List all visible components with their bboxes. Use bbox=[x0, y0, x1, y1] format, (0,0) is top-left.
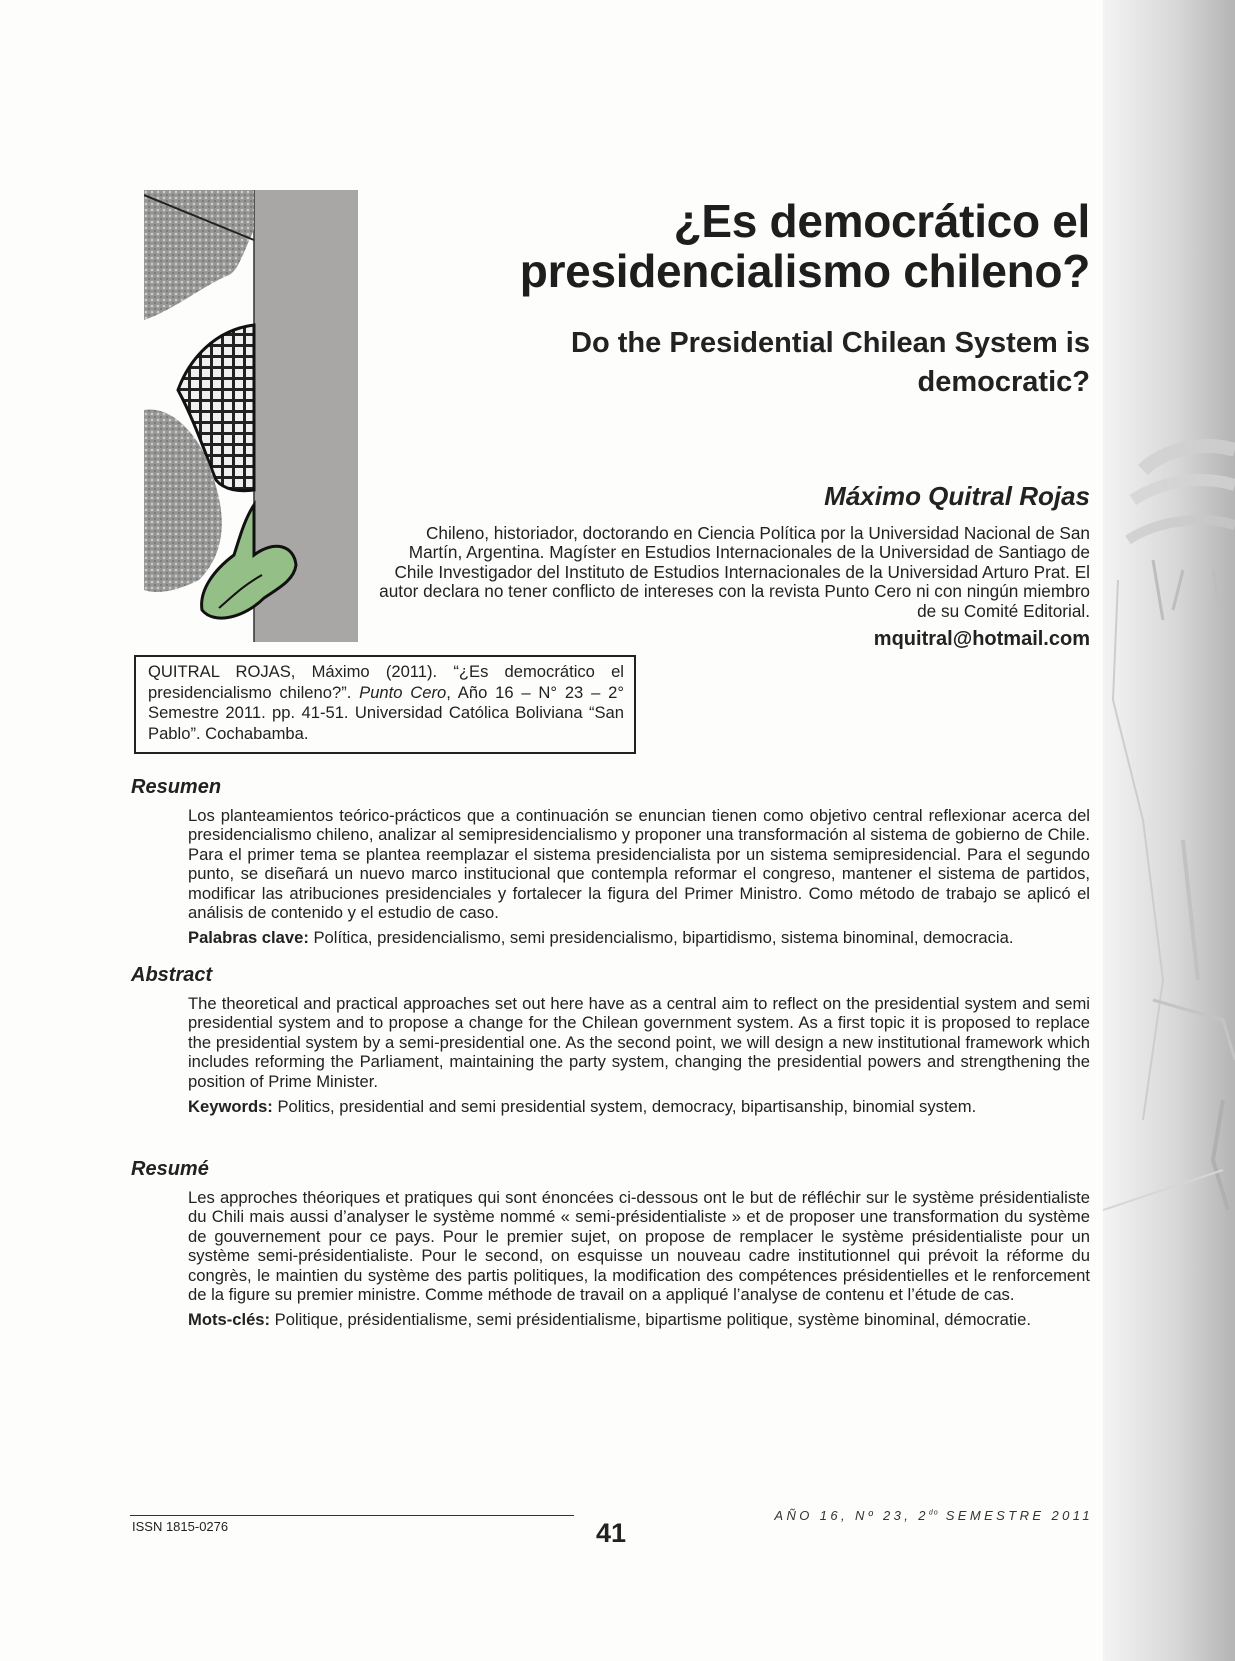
section-body-abstract bbox=[188, 994, 1090, 1116]
keywords-text: Politique, présidentialisme, semi présidentialisme, bipartisme politique, système binominal, démocratie. bbox=[270, 1310, 1031, 1330]
abstract-text: The theoretical and practical approaches set out here have as a central aim to reflect on the presidential system and semi presidential system and to propose a change for the Chilean government system. As a first topic it is proposed to replace the presidential system by a semi-presidential one. As the second point, we will design a new institutional framework which includes reforming the Parliament, maintaining the party system, changing the presidential powers and strengthening the position of Prime Minister. bbox=[188, 994, 1090, 1091]
stone-texture-top bbox=[144, 190, 254, 320]
citation-box bbox=[134, 655, 636, 754]
author-bio: Chileno, historiador, doctorando en Ciencia Política por la Universidad Nacional de San Martín, Argentina. Magíster en Estudios Internacionales de la Universidad de Santiago de Chile Investigador del Instituto de Estudios Internacionales de la Universidad Arturo Prat. El autor declara no tener conflicto de intereses con la revista Punto Cero ni con ningún miembro de su Comité Editorial. bbox=[379, 523, 1090, 621]
page-number: 41 bbox=[596, 1518, 627, 1548]
citation-text-1: QUITRAL ROJAS, Máximo (2011). “¿Es democrático el presidencialismo chileno?”. bbox=[148, 662, 624, 702]
section-heading-resume: Resumé bbox=[131, 1158, 209, 1180]
issue-post: SEMESTRE 2011 bbox=[938, 1508, 1093, 1523]
citation-text-2: , Año 16 – N° 23 – 2° Semestre 2011. pp. 41-51. Universidad Católica Boliviana “San Pablo”. Cochabamba. bbox=[148, 682, 624, 743]
sidebar-sketch-illustration bbox=[1103, 0, 1235, 1661]
section-heading-resumen: Resumen bbox=[131, 776, 222, 798]
issn: ISSN 1815-0276 bbox=[132, 1519, 229, 1534]
citation-journal: Punto Cero bbox=[359, 682, 447, 702]
title-line-1: ¿Es democrático el bbox=[673, 195, 1090, 247]
decorative-sidebar bbox=[1103, 0, 1235, 1661]
keywords-label: Palabras clave: bbox=[188, 928, 309, 948]
footer-rule bbox=[130, 1515, 574, 1516]
keywords-resume bbox=[188, 1310, 1090, 1329]
subtitle-line-1: Do the Presidential Chilean System is bbox=[571, 327, 1090, 359]
section-body-resumen bbox=[188, 806, 1090, 948]
keywords-text: Política, presidencialismo, semi presidencialismo, bipartidismo, sistema binominal, democracia. bbox=[308, 928, 1014, 948]
subtitle-line-2: democratic? bbox=[917, 366, 1090, 398]
keywords-resumen bbox=[188, 928, 1090, 947]
title-line-2: presidencialismo chileno? bbox=[519, 245, 1090, 297]
issue-pre: AÑO 16, Nº 23, 2 bbox=[774, 1508, 929, 1523]
keywords-label: Mots-clés: bbox=[188, 1310, 271, 1330]
author-name: Máximo Quitral Rojas bbox=[824, 481, 1090, 511]
keywords-text: Politics, presidential and semi presidential system, democracy, bipartisanship, binomial system. bbox=[272, 1097, 977, 1117]
resumen-text: Los planteamientos teórico-prácticos que a continuación se enuncian tienen como objetivo central reflexionar acerca del presidencialismo chileno, analizar al semipresidencialismo y proponer una transformación al sistema de gobierno de Chile. Para el primer tema se plantea reemplazar el sistema presidencialista por un sistema semipresidencial. Para el segundo punto, se diseñará un nuevo marco institucional que contempla reformar el congreso, mantener el sistema de partidos, modificar las atribuciones presidenciales y fortalecer la figura del Primer Ministro. Como método de trabajo se aplicó el análisis de contenido y el estudio de caso. bbox=[188, 806, 1090, 923]
keywords-abstract bbox=[188, 1097, 1090, 1116]
issue-sup: do bbox=[928, 1509, 939, 1517]
article-subtitle bbox=[470, 324, 1090, 402]
section-heading-abstract: Abstract bbox=[131, 964, 213, 986]
cover-illustration bbox=[144, 190, 358, 642]
issue-info bbox=[774, 1508, 1093, 1523]
resume-text: Les approches théoriques et pratiques qui sont énoncées ci-dessous ont le but de réfléchir sur le système présidentialiste du Chili mais aussi d’analyser le système nommé « semi-présidentialiste » et de proposer une transformation du système de gouvernement pour ce pays. Pour le premier sujet, on propose de remplacer le système présidentialiste pour un système semi-présidentialiste. Pour le second, on esquisse un nouveau cadre institutionnel qui prévoit la réforme du congrès, le maintien du système des partis politiques, la modification des compétences présidentielles et le renforcement de la figure su premier ministre. Comme méthode de travail on a appliqué l’analyse de contenu et l’étude de cas. bbox=[188, 1188, 1090, 1305]
author-email[interactable]: mquitral@hotmail.com bbox=[873, 628, 1090, 650]
article-title bbox=[470, 196, 1090, 296]
keywords-label: Keywords: bbox=[188, 1097, 273, 1117]
section-body-resume bbox=[188, 1188, 1090, 1330]
